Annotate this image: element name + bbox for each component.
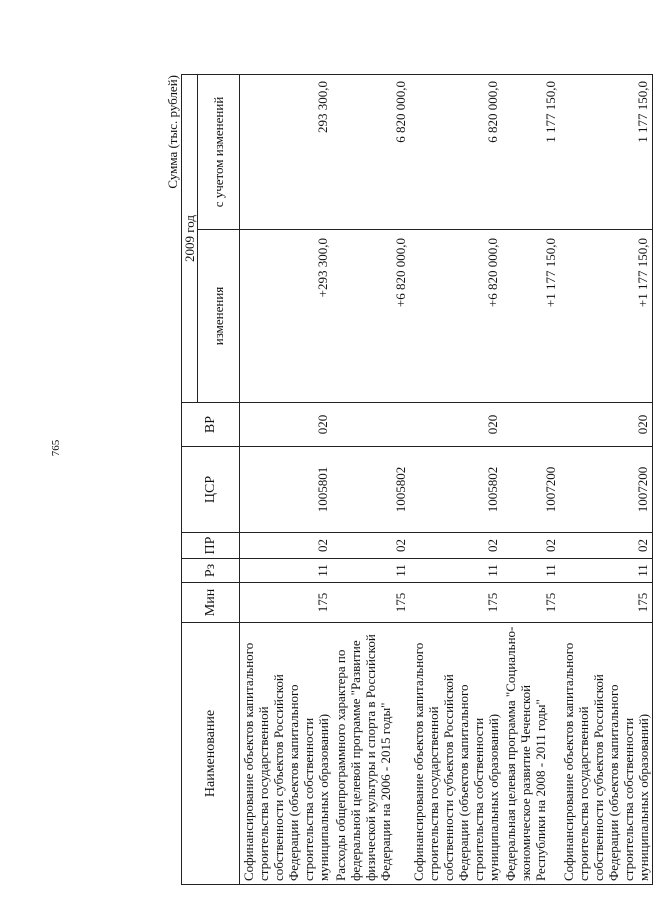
header-vr: ВР: [182, 403, 240, 447]
row-total: 293 300,0: [240, 75, 333, 230]
row-csr: 1005801: [240, 447, 333, 533]
row-min: 175: [502, 583, 560, 623]
row-change: +6 820 000,0: [332, 230, 410, 403]
row-csr: 1007200: [502, 447, 560, 533]
row-name: Расходы общепрограммного характера по федеральной целевой программе "Развитие физической культуры и спорта в Российской Федерации на 2006 - 2015 годы": [332, 623, 410, 885]
row-rz: 11: [240, 559, 333, 583]
row-total: 6 820 000,0: [410, 75, 502, 230]
row-pr: 02: [410, 533, 502, 559]
row-pr: 02: [332, 533, 410, 559]
row-vr: [502, 403, 560, 447]
row-pr: 02: [240, 533, 333, 559]
table-row: [332, 75, 410, 885]
row-vr: 020: [410, 403, 502, 447]
table-row: [240, 75, 333, 885]
row-pr: 02: [502, 533, 560, 559]
row-total: 6 820 000,0: [332, 75, 410, 230]
budget-table: [181, 74, 653, 885]
row-vr: [332, 403, 410, 447]
row-vr: 020: [560, 403, 653, 447]
header-min: Мин: [182, 583, 240, 623]
header-rz: Рз: [182, 559, 240, 583]
row-pr: 02: [560, 533, 653, 559]
row-name: Федеральная целевая программа "Социально-экономическое развитие Чеченской Республики на 2008 - 2011 годы": [502, 623, 560, 885]
row-csr: 1007200: [560, 447, 653, 533]
row-rz: 11: [332, 559, 410, 583]
row-min: 175: [332, 583, 410, 623]
row-change: +1 177 150,0: [502, 230, 560, 403]
row-min: 175: [410, 583, 502, 623]
header-year: 2009 год: [182, 75, 198, 403]
page-number: 765: [50, 439, 62, 457]
rotated-table-sheet: [165, 75, 651, 885]
row-name: Софинансирование объектов капитального строительства государственной собственности субъектов Российской Федерации (объектов капитального строительства собственности муниципальных образований): [560, 623, 653, 885]
row-total: 1 177 150,0: [560, 75, 653, 230]
row-change: +6 820 000,0: [410, 230, 502, 403]
row-total: 1 177 150,0: [502, 75, 560, 230]
header-total: с учетом изменений: [198, 75, 240, 230]
table-row: [502, 75, 560, 885]
sum-caption: Сумма (тыс. рублей): [165, 75, 180, 189]
table-row: [560, 75, 653, 885]
row-change: +1 177 150,0: [560, 230, 653, 403]
header-csr: ЦСР: [182, 447, 240, 533]
row-min: 175: [240, 583, 333, 623]
row-change: +293 300,0: [240, 230, 333, 403]
header-change: изменения: [198, 230, 240, 403]
row-vr: 020: [240, 403, 333, 447]
row-csr: 1005802: [332, 447, 410, 533]
row-min: 175: [560, 583, 653, 623]
table-row: [410, 75, 502, 885]
row-name: Софинансирование объектов капитального строительства государственной собственности субъектов Российской Федерации (объектов капитального строительства собственности муниципальных образований): [410, 623, 502, 885]
row-rz: 11: [410, 559, 502, 583]
row-name: Софинансирование объектов капитального строительства государственной собственности субъектов Российской Федерации (объектов капитального строительства собственности муниципальных образований): [240, 623, 333, 885]
header-pr: ПР: [182, 533, 240, 559]
header-name: Наименование: [182, 623, 240, 885]
row-csr: 1005802: [410, 447, 502, 533]
row-rz: 11: [502, 559, 560, 583]
row-rz: 11: [560, 559, 653, 583]
